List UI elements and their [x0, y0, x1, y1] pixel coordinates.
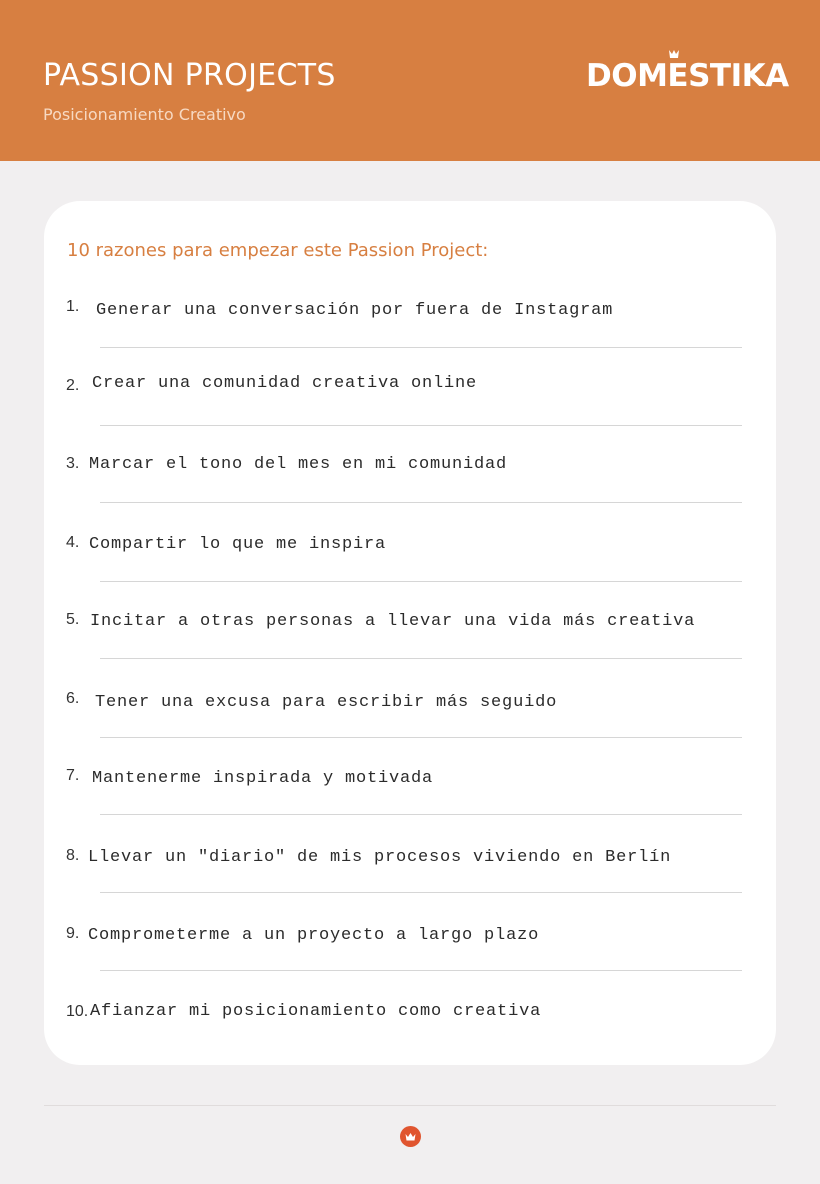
- header-banner: [0, 0, 820, 161]
- list-item-text: Incitar a otras personas a llevar una vida más creativa: [90, 612, 696, 631]
- list-item-number: 3.: [66, 455, 80, 472]
- list-item-number: 9.: [66, 925, 80, 942]
- list-item-text: Compartir lo que me inspira: [89, 535, 387, 554]
- list-item-text: Comprometerme a un proyecto a largo plazo: [88, 926, 540, 945]
- list-item-divider: [100, 892, 742, 893]
- list-item-text: Mantenerme inspirada y motivada: [92, 769, 434, 788]
- page-subtitle: Posicionamiento Creativo: [43, 105, 246, 124]
- list-item-number: 8.: [66, 847, 80, 864]
- list-item-number: 7.: [66, 767, 80, 784]
- list-item-divider: [100, 425, 742, 426]
- list-item-divider: [100, 347, 742, 348]
- list-item-text: Llevar un "diario" de mis procesos viviendo en Berlín: [88, 848, 672, 867]
- list-item-number: 5.: [66, 611, 80, 628]
- list-item-text: Tener una excusa para escribir más seguido: [95, 693, 558, 712]
- list-item-number: 10.: [66, 1003, 89, 1020]
- reasons-card: [44, 201, 776, 1065]
- list-item-number: 6.: [66, 690, 80, 707]
- card-heading: 10 razones para empezar este Passion Project:: [67, 240, 489, 261]
- footer-divider: [44, 1105, 776, 1106]
- list-item-text: Afianzar mi posicionamiento como creativa: [90, 1002, 542, 1021]
- list-item-text: Crear una comunidad creativa online: [92, 374, 478, 393]
- list-item-text: Marcar el tono del mes en mi comunidad: [89, 455, 508, 474]
- list-item-number: 4.: [66, 534, 80, 551]
- domestika-logo: DOMESTIKA: [586, 58, 789, 94]
- list-item-divider: [100, 658, 742, 659]
- list-item-divider: [100, 737, 742, 738]
- list-item-divider: [100, 814, 742, 815]
- domestika-crown-icon: [400, 1126, 421, 1147]
- logo-crown-icon: [668, 49, 680, 59]
- list-item-text: Generar una conversación por fuera de Instagram: [96, 301, 614, 320]
- list-item-divider: [100, 581, 742, 582]
- list-item-number: 2.: [66, 377, 80, 394]
- list-item-divider: [100, 970, 742, 971]
- page-title: PASSION PROJECTS: [43, 58, 336, 93]
- list-item-number: 1.: [66, 298, 80, 315]
- list-item-divider: [100, 502, 742, 503]
